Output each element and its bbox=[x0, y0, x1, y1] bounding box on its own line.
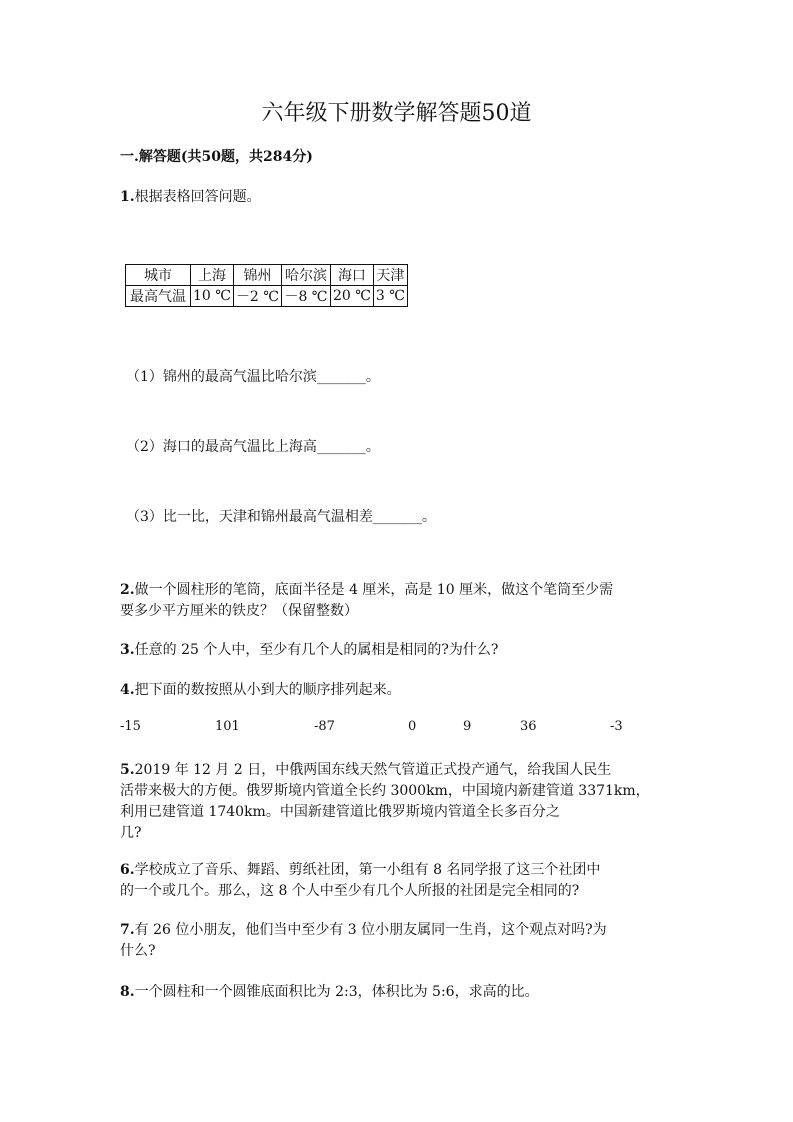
question-number: 5. bbox=[120, 762, 135, 778]
question-text: 有 26 位小朋友，他们当中至少有 3 位小朋友属同一生肖，这个观点对吗?为 bbox=[134, 922, 607, 938]
sub-question-1: （1）锦州的最高气温比哈尔滨_______。 bbox=[126, 369, 380, 385]
number-item: -87 bbox=[314, 719, 335, 734]
table-cell: 20 ℃ bbox=[330, 286, 373, 307]
question-number: 7. bbox=[120, 922, 135, 938]
table-cell: －2 ℃ bbox=[233, 286, 281, 307]
question-number: 4. bbox=[120, 682, 135, 698]
question-text: 几? bbox=[120, 825, 142, 841]
question-number: 6. bbox=[120, 862, 135, 878]
page-title: 六年级下册数学解答题50道 bbox=[261, 101, 532, 126]
question-number: 2. bbox=[120, 582, 135, 598]
number-item: 36 bbox=[520, 719, 537, 734]
question-text: 什么? bbox=[120, 943, 156, 959]
question-number: 8. bbox=[120, 984, 135, 1000]
number-item: 101 bbox=[215, 719, 240, 734]
sub-question-3: （3）比一比，天津和锦州最高气温相差_______。 bbox=[126, 509, 436, 525]
question-8 bbox=[120, 982, 539, 1003]
number-item: -15 bbox=[120, 719, 141, 734]
table-cell: 锦州 bbox=[233, 265, 281, 286]
table-cell: 海口 bbox=[330, 265, 373, 286]
question-text: 做一个圆柱形的笔筒，底面半径是 4 厘米，高是 10 厘米，做这个笔筒至少需 bbox=[134, 582, 614, 598]
table-cell: 10 ℃ bbox=[191, 286, 234, 307]
question-text: 要多少平方厘米的铁皮？（保留整数） bbox=[120, 603, 358, 619]
table-header-row bbox=[126, 265, 408, 286]
table-cell: 最高气温 bbox=[126, 286, 191, 307]
table-row bbox=[126, 286, 408, 307]
question-number: 3. bbox=[120, 642, 135, 658]
table-cell: 哈尔滨 bbox=[281, 265, 330, 286]
question-7 bbox=[120, 920, 607, 962]
question-4 bbox=[120, 680, 401, 701]
section-heading: 一.解答题(共50题，共284分) bbox=[120, 149, 313, 165]
table-cell: 城市 bbox=[126, 265, 191, 286]
question-6 bbox=[120, 860, 600, 902]
question-number: 1. bbox=[120, 189, 135, 205]
question-5 bbox=[120, 760, 650, 844]
sub-question-2: （2）海口的最高气温比上海高_______。 bbox=[126, 439, 380, 455]
table-cell: 上海 bbox=[191, 265, 234, 286]
question-2 bbox=[120, 580, 613, 622]
question-text: 活带来极大的方便。俄罗斯境内管道全长约 3000km，中国境内新建管道 3371km， bbox=[120, 783, 650, 799]
question-text: 一个圆柱和一个圆锥底面积比为 2:3，体积比为 5:6，求高的比。 bbox=[134, 984, 539, 1000]
temperature-table bbox=[125, 264, 408, 307]
question-text: 学校成立了音乐、舞蹈、剪纸社团，第一小组有 8 名同学报了这三个社团中 bbox=[134, 862, 601, 878]
question-text: 2019 年 12 月 2 日，中俄两国东线天然气管道正式投产通气，给我国人民生 bbox=[134, 762, 612, 778]
question-text: 把下面的数按照从小到大的顺序排列起来。 bbox=[134, 682, 401, 698]
question-3 bbox=[120, 640, 498, 661]
question-text: 利用已建管道 1740km。中国新建管道比俄罗斯境内管道全长多百分之 bbox=[120, 804, 560, 820]
question-text: 根据表格回答问题。 bbox=[134, 189, 261, 205]
table-cell: 天津 bbox=[373, 265, 407, 286]
number-item: -3 bbox=[610, 719, 623, 734]
question-text: 任意的 25 个人中，至少有几个人的属相是相同的?为什么? bbox=[134, 642, 499, 658]
number-item: 9 bbox=[463, 719, 472, 734]
table-cell: －8 ℃ bbox=[281, 286, 330, 307]
question-text: 的一个或几个。那么，这 8 个人中至少有几个人所报的社团是完全相同的? bbox=[120, 883, 580, 899]
question-1 bbox=[120, 187, 261, 208]
number-item: 0 bbox=[408, 719, 417, 734]
table-cell: 3 ℃ bbox=[373, 286, 407, 307]
